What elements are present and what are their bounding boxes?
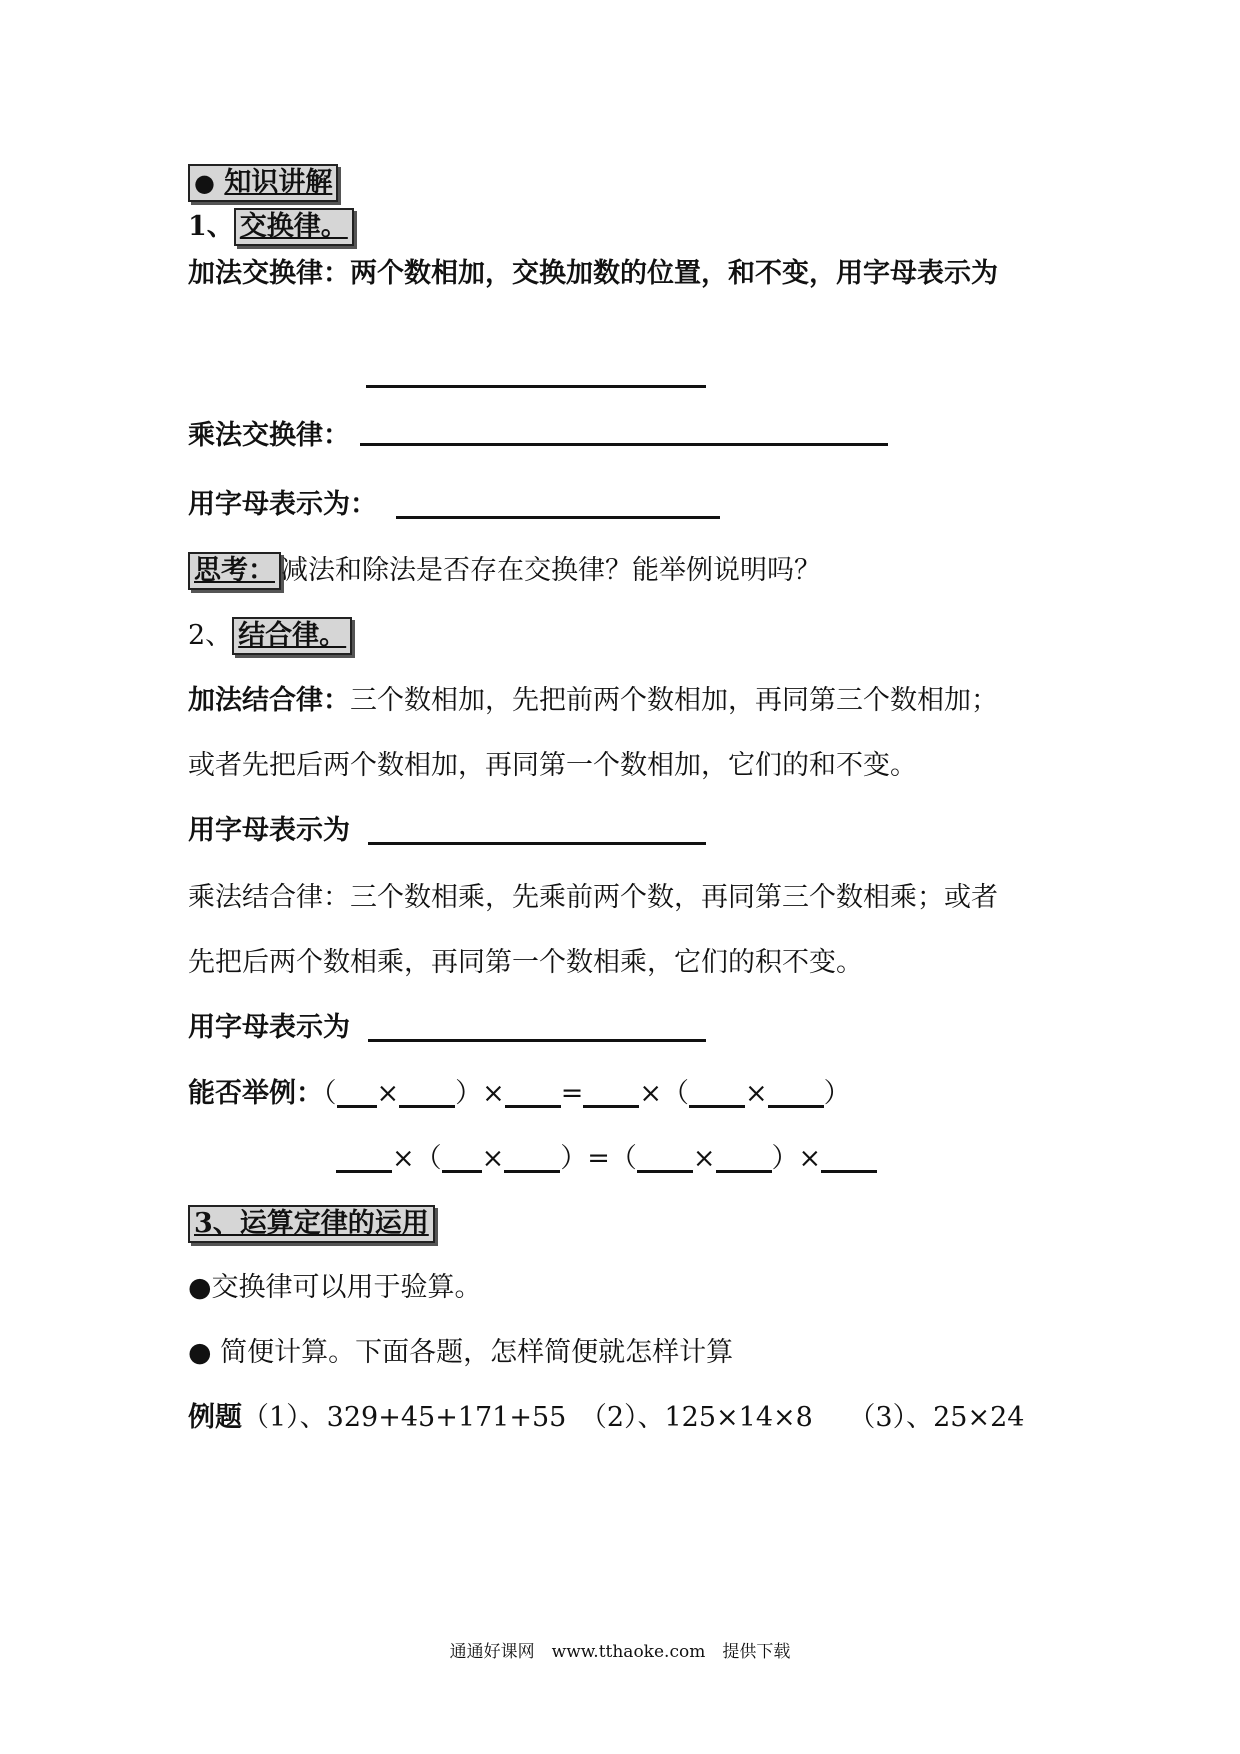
- application-title-box: [188, 1205, 435, 1243]
- eq1-blank-1[interactable]: [337, 1081, 377, 1108]
- add-commutative-text: 两个数相加，交换加数的位置，和不变，用字母表示为: [350, 258, 998, 289]
- example-label: 能否举例：: [188, 1078, 323, 1109]
- commutative-heading: [188, 208, 354, 246]
- eq2-times: ×: [481, 1143, 505, 1174]
- associative-number: 2、: [188, 620, 233, 651]
- example-problems-text: （1）、329+45+171+55 （2）、125×14×8 （3）、25×24: [242, 1402, 1025, 1433]
- eq1-blank-2[interactable]: [399, 1081, 455, 1108]
- eq1-close-times: ）×: [455, 1078, 505, 1109]
- associative-title-box: [232, 617, 352, 655]
- commutative-letter-blank[interactable]: [396, 516, 720, 519]
- think-text: 减法和除法是否存在交换律？能举例说明吗？: [281, 555, 821, 586]
- add-associative-line-1: [188, 683, 998, 719]
- eq1-close: ）: [823, 1078, 851, 1109]
- eq1-paren: （: [323, 1078, 337, 1109]
- eq2-blank-5[interactable]: [716, 1146, 772, 1173]
- eq2-blank-6[interactable]: [821, 1146, 877, 1173]
- eq1-blank-3[interactable]: [505, 1081, 561, 1108]
- associative-letter-blank-2[interactable]: [368, 1039, 706, 1042]
- eq2-close-times: ）×: [771, 1143, 822, 1174]
- eq2-blank-4[interactable]: [637, 1146, 693, 1173]
- eq2-close-eq-open: ）=（: [560, 1143, 637, 1174]
- add-associative-line-2: [188, 748, 917, 784]
- section-heading-box: [188, 164, 338, 202]
- commutative-number: 1、: [188, 211, 234, 242]
- eq1-blank-5[interactable]: [689, 1081, 745, 1108]
- think-line: [188, 552, 821, 590]
- mul-commutative-line: [188, 418, 350, 454]
- eq1-blank-4[interactable]: [583, 1081, 639, 1108]
- section-heading-title: 知识讲解: [224, 167, 333, 198]
- associative-heading: [188, 617, 352, 655]
- example-problems-line: [188, 1400, 1024, 1436]
- add-associative-text-2: 或者先把后两个数相加，再同第一个数相加，它们的和不变。: [188, 750, 917, 781]
- application-item-1: [188, 1270, 482, 1306]
- associative-letter-line-2: [188, 1010, 350, 1046]
- commutative-title-box: [234, 208, 354, 246]
- commutative-title: 交换律。: [239, 211, 348, 242]
- example-problems-label: 例题: [188, 1402, 242, 1433]
- example-equation-line-1: [188, 1076, 851, 1112]
- eq1-times-open: ×（: [639, 1078, 689, 1109]
- add-commutative-label: 加法交换律：: [188, 258, 350, 289]
- application-item-1-text: ●交换律可以用于验算。: [188, 1272, 482, 1303]
- eq2-blank-3[interactable]: [504, 1146, 560, 1173]
- application-item-2: [188, 1335, 733, 1371]
- add-associative-label: 加法结合律：: [188, 685, 350, 716]
- eq2-blank-1[interactable]: [336, 1146, 392, 1173]
- application-title: 3、运算定律的运用: [194, 1208, 429, 1239]
- mul-commutative-blank[interactable]: [360, 443, 888, 446]
- eq2-times-open: ×（: [392, 1143, 442, 1174]
- add-commutative-blank[interactable]: [366, 385, 706, 388]
- mul-associative-text-2: 先把后两个数相乘，再同第一个数相乘，它们的积不变。: [188, 947, 863, 978]
- associative-letter-label-1: 用字母表示为: [188, 815, 350, 846]
- commutative-letter-line: [188, 487, 377, 523]
- example-equation-line-2: [336, 1141, 877, 1177]
- mul-commutative-label: 乘法交换律：: [188, 420, 350, 451]
- add-associative-text-1: 三个数相加，先把前两个数相加，再同第三个数相加；: [350, 685, 998, 716]
- think-label: 思考：: [194, 555, 275, 586]
- eq1-times-2: ×: [745, 1078, 768, 1109]
- mul-associative-line-1: [188, 880, 998, 916]
- application-heading: [188, 1205, 435, 1243]
- associative-letter-label-2: 用字母表示为: [188, 1012, 350, 1043]
- application-item-2-text: ● 简便计算。下面各题，怎样简便就怎样计算: [188, 1337, 734, 1368]
- eq1-times: ×: [376, 1078, 400, 1109]
- add-commutative-line: [188, 256, 998, 292]
- mul-associative-line-2: [188, 945, 863, 981]
- bullet-icon: ●: [194, 168, 215, 197]
- associative-letter-line-1: [188, 813, 350, 849]
- think-label-box: [188, 552, 281, 590]
- eq1-equals: =: [560, 1078, 584, 1109]
- section-heading: [188, 164, 338, 202]
- eq1-blank-6[interactable]: [768, 1081, 824, 1108]
- mul-associative-text-1: 乘法结合律：三个数相乘，先乘前两个数，再同第三个数相乘；或者: [188, 882, 998, 913]
- commutative-letter-label: 用字母表示为：: [188, 489, 377, 520]
- associative-title: 结合律。: [238, 620, 347, 651]
- page-footer: 通通好课网 www.tthaoke.com 提供下载: [449, 1642, 791, 1662]
- associative-letter-blank-1[interactable]: [368, 842, 706, 845]
- eq2-times-2: ×: [692, 1143, 716, 1174]
- eq2-blank-2[interactable]: [442, 1146, 482, 1173]
